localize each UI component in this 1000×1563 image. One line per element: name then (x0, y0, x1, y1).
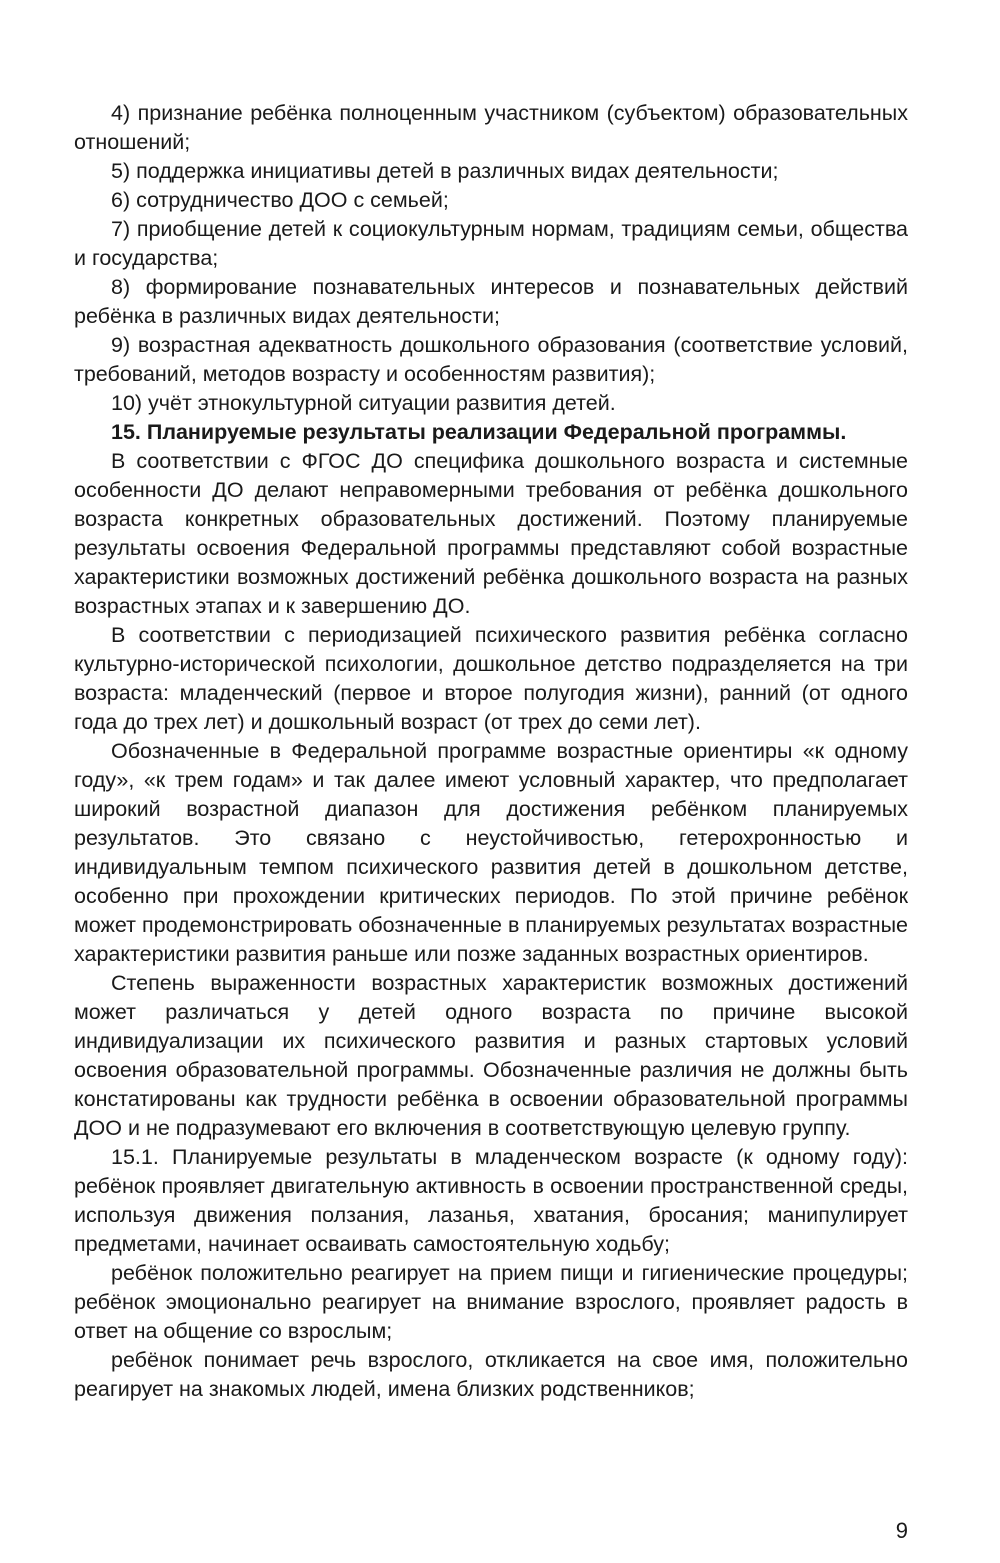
page-number: 9 (895, 1518, 908, 1543)
page-body (74, 99, 908, 1404)
paragraph: В соответствии с периодизацией психического развития ребёнка согласно культурно-исторической психологии, дошкольное детство подразделяется на три возраста: младенческий (первое и второе полугодия жизни), ранний (от одного года до трех лет) и дошкольный возраст (от трех до семи лет). (74, 623, 908, 734)
section-heading: 15. Планируемые результаты реализации Федеральной программы. (111, 420, 847, 444)
subsection-paragraph: 15.1. Планируемые результаты в младенческом возрасте (к одному году): ребёнок проявляет двигательную активность в освоении пространственной среды, используя движения ползания, лазанья, хватания, бросания; манипулирует предметами, начинает осваивать самостоятельную ходьбу; (74, 1145, 908, 1256)
list-item-5: 5) поддержка инициативы детей в различных видах деятельности; (111, 159, 779, 183)
list-item-4: 4) признание ребёнка полноценным участником (субъектом) образовательных отношений; (74, 101, 908, 154)
list-item-7: 7) приобщение детей к социокультурным нормам, традициям семьи, общества и государства; (74, 217, 908, 270)
list-item-6: 6) сотрудничество ДОО с семьей; (111, 188, 449, 212)
paragraph: ребёнок положительно реагирует на прием пищи и гигиенические процедуры; ребёнок эмоционально реагирует на внимание взрослого, проявляет радость в ответ на общение со взрослым; (74, 1261, 908, 1343)
list-item-8: 8) формирование познавательных интересов и познавательных действий ребёнка в различных видах деятельности; (74, 275, 908, 328)
paragraph: Степень выраженности возрастных характеристик возможных достижений может различаться у детей одного возраста по причине высокой индивидуализации их психического развития и разных стартовых условий освоения образовательной программы. Обозначенные различия не должны быть констатированы как трудности ребёнка в освоении образовательной программы ДОО и не подразумевают его включения в соответствующую целевую группу. (74, 971, 908, 1140)
list-item-9: 9) возрастная адекватность дошкольного образования (соответствие условий, требований, методов возрасту и особенностям развития); (74, 333, 908, 386)
list-item-10: 10) учёт этнокультурной ситуации развития детей. (111, 391, 616, 415)
paragraph: В соответствии с ФГОС ДО специфика дошкольного возраста и системные особенности ДО делают неправомерными требования от ребёнка дошкольного возраста конкретных образовательных достижений. Поэтому планируемые результаты освоения Федеральной программы представляют собой возрастные характеристики возможных достижений ребёнка дошкольного возраста на разных возрастных этапах и к завершению ДО. (74, 449, 908, 618)
paragraph: ребёнок понимает речь взрослого, откликается на свое имя, положительно реагирует на знакомых людей, имена близких родственников; (74, 1348, 908, 1401)
paragraph: Обозначенные в Федеральной программе возрастные ориентиры «к одному году», «к трем годам» и так далее имеют условный характер, что предполагает широкий возрастной диапазон для достижения ребёнком планируемых результатов. Это связано с неустойчивостью, гетерохронностью и индивидуальным темпом психического развития детей в дошкольном детстве, особенно при прохождении критических периодов. По этой причине ребёнок может продемонстрировать обозначенные в планируемых результатах возрастные характеристики развития раньше или позже заданных возрастных ориентиров. (74, 739, 908, 966)
